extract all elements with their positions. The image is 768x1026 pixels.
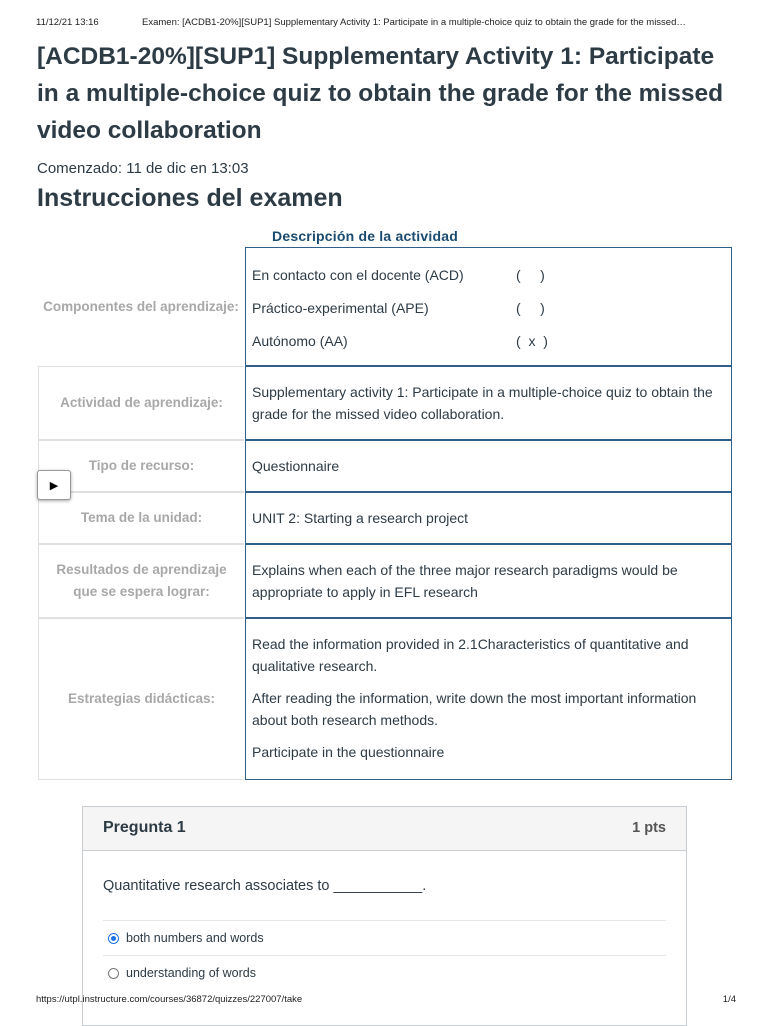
unit-topic-value: UNIT 2: Starting a research project <box>252 510 469 526</box>
strategy-item: Participate in the questionnaire <box>252 744 445 760</box>
resource-type-cell <box>245 440 732 492</box>
resource-type-value: Questionnaire <box>252 458 340 474</box>
activity-cell <box>245 366 732 440</box>
instructions-heading: Instrucciones del examen <box>37 184 343 212</box>
print-page-title: Examen: [ACDB1-20%][SUP1] Supplementary Activity 1: Participate in a multiple-choice quiz to obtain the grade for the missed… <box>142 17 686 28</box>
quiz-started-time: Comenzado: 11 de dic en 13:03 <box>37 160 249 177</box>
resource-type-label: Tipo de recurso: <box>38 440 244 492</box>
activity-value: Supplementary activity 1: Participate in a multiple-choice quiz to obtain the grade for the missed video collaboration. <box>252 384 713 422</box>
activity-label: Actividad de aprendizaje: <box>38 366 244 440</box>
strategy-item: After reading the information, write down the most important information about both research methods. <box>252 690 697 728</box>
radio-button[interactable] <box>108 968 119 979</box>
print-footer <box>36 994 736 1008</box>
learning-outcomes-cell <box>245 544 732 618</box>
question-points: 1 pts <box>632 820 666 836</box>
didactic-strategies-label: Estrategias didácticas: <box>38 618 244 780</box>
component-mark: ( ) <box>516 267 545 283</box>
play-button[interactable] <box>37 470 71 500</box>
question-title: Pregunta 1 <box>103 819 186 836</box>
answer-label: understanding of words <box>126 966 256 980</box>
answer-label: both numbers and words <box>126 931 264 945</box>
print-page-number: 1/4 <box>722 994 736 1005</box>
radio-button-selected[interactable] <box>108 933 119 944</box>
print-date: 11/12/21 13:16 <box>36 17 99 28</box>
didactic-strategies-cell <box>245 618 732 780</box>
component-mark: ( ) <box>516 300 545 316</box>
component-row <box>252 330 722 350</box>
learning-outcomes-value: Explains when each of the three major research paradigms would be appropriate to apply in EFL research <box>252 562 678 600</box>
answer-list <box>103 920 666 990</box>
question-card <box>82 806 687 1026</box>
components-cell <box>245 247 732 366</box>
quiz-title: [ACDB1-20%][SUP1] Supplementary Activity 1: Participate in a multiple-choice quiz to obtain the grade for the missed video collaboration <box>37 43 724 144</box>
component-name: Práctico-experimental (APE) <box>252 300 429 316</box>
component-name: Autónomo (AA) <box>252 333 348 349</box>
answer-option[interactable] <box>103 955 666 990</box>
component-row <box>252 297 722 317</box>
print-header <box>36 17 738 31</box>
unit-topic-cell <box>245 492 732 544</box>
component-name: En contacto con el docente (ACD) <box>252 267 464 283</box>
question-header <box>83 807 686 851</box>
activity-description-heading: Descripción de la actividad <box>272 228 458 244</box>
print-url: https://utpl.instructure.com/courses/36872/quizzes/227007/take <box>36 994 303 1005</box>
question-text: Quantitative research associates to ___________. <box>103 878 427 894</box>
learning-outcomes-label: Resultados de aprendizaje que se espera lograr: <box>38 544 244 618</box>
unit-topic-label: Tema de la unidad: <box>38 492 244 544</box>
components-label: Componentes del aprendizaje: <box>38 248 244 366</box>
answer-option[interactable] <box>103 920 666 955</box>
strategy-item: Read the information provided in 2.1Characteristics of quantitative and qualitative research. <box>252 636 689 674</box>
play-icon: ▶ <box>49 479 59 492</box>
component-mark: ( x ) <box>516 333 548 349</box>
component-row <box>252 264 722 284</box>
